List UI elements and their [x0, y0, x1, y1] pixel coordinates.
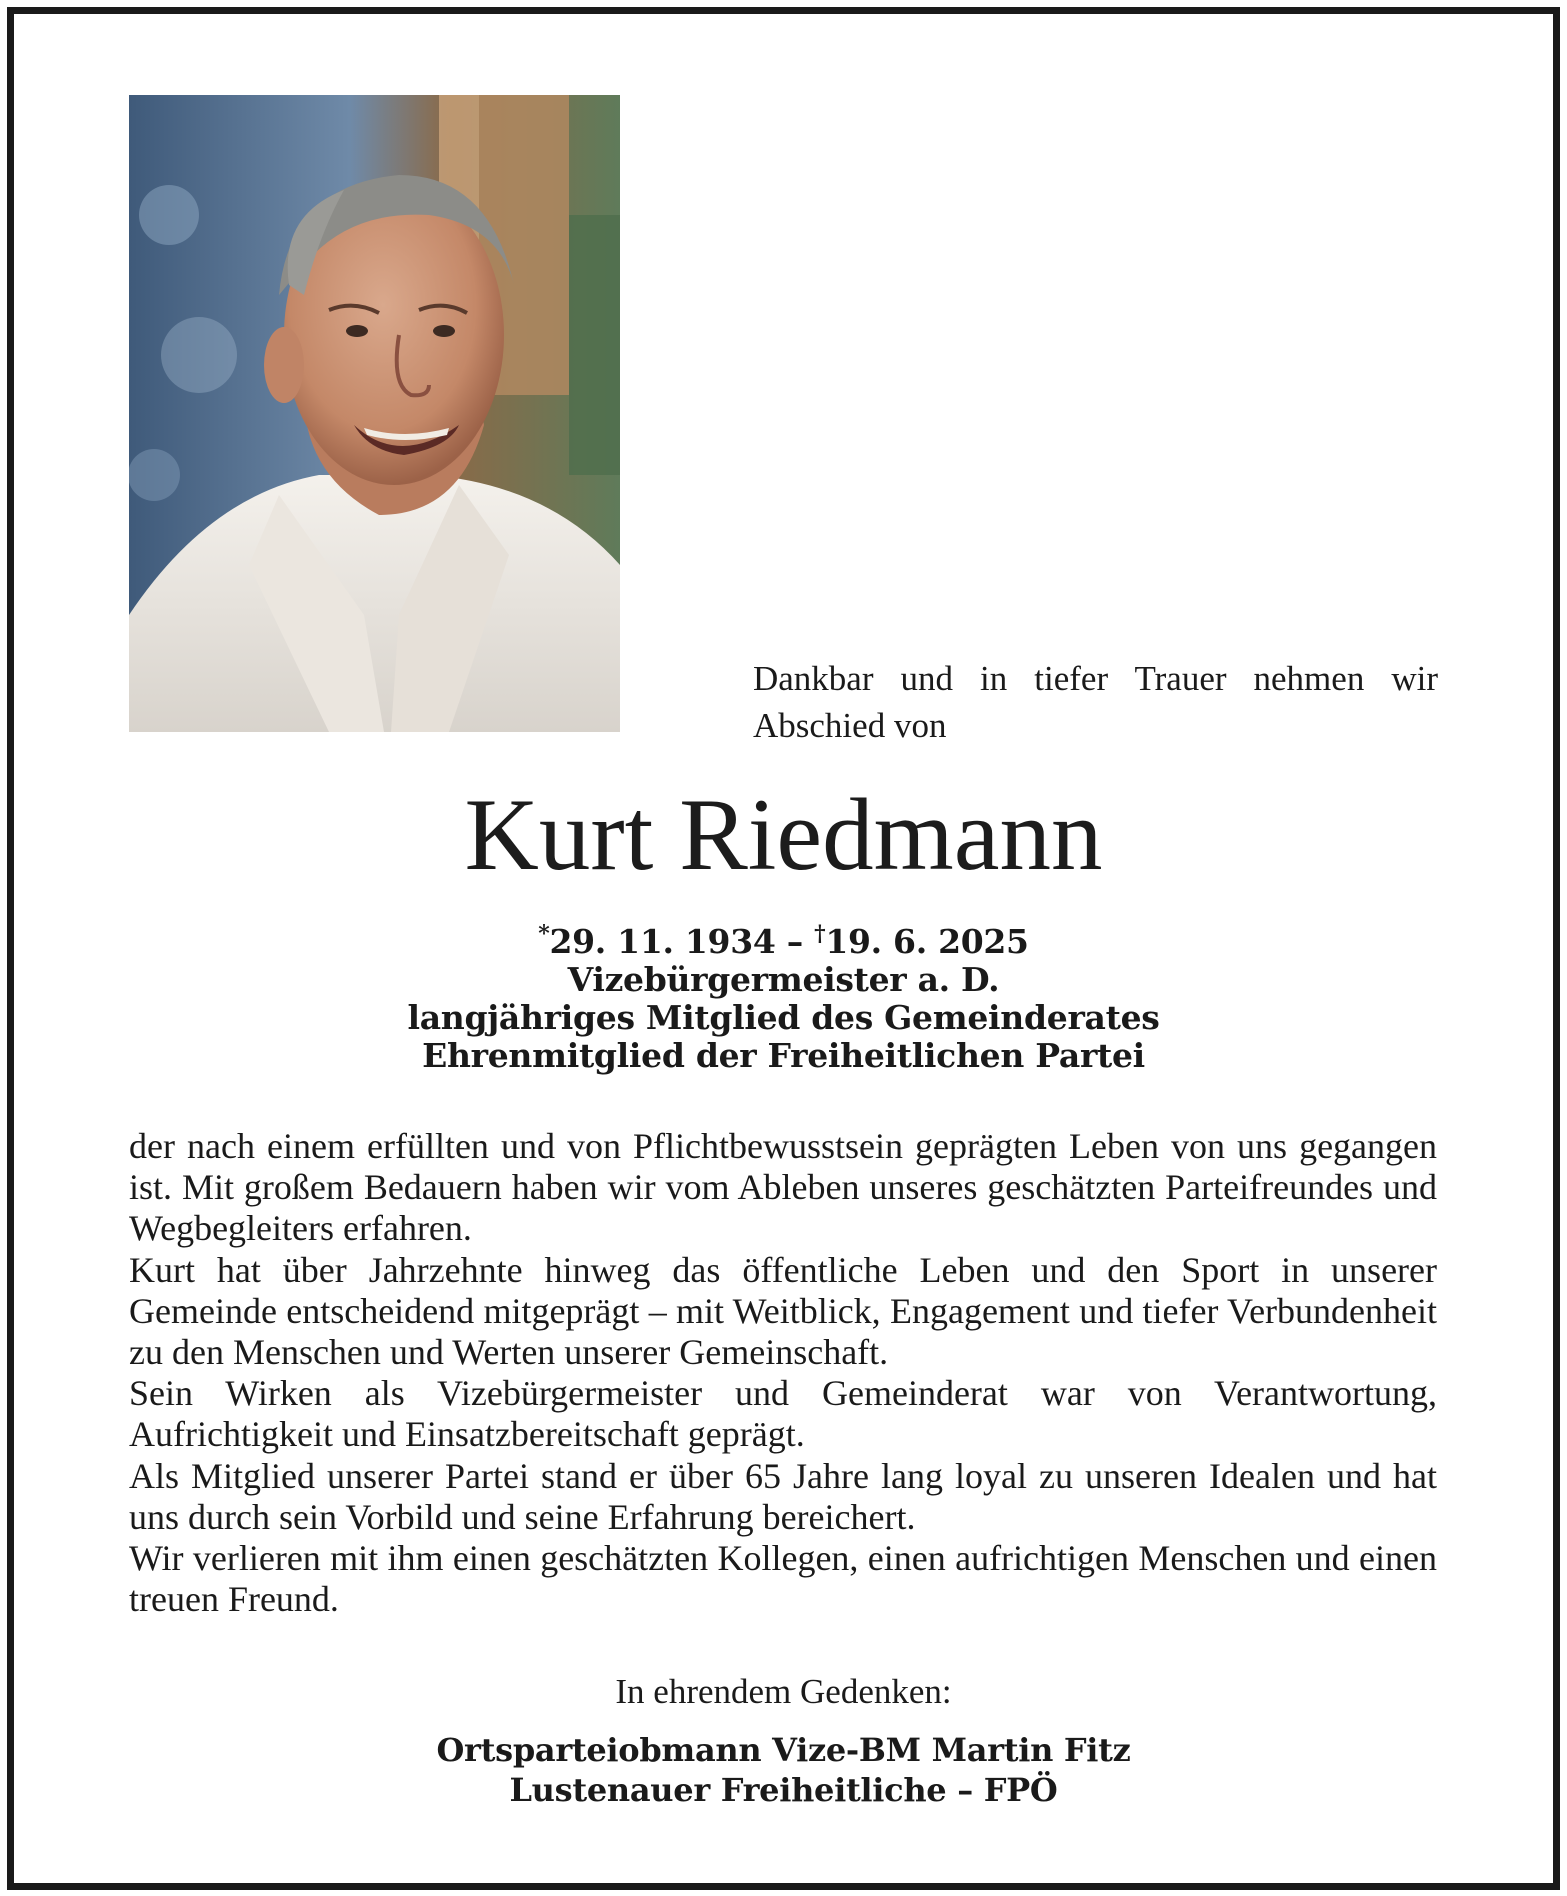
death-symbol: † — [814, 921, 826, 947]
title-line: Ehrenmitglied der Freiheitlichen Partei — [422, 1036, 1145, 1075]
obituary-body — [129, 1126, 1437, 1620]
title-line: Vizebürgermeister a. D. — [567, 960, 1000, 999]
title-line: langjähriges Mitglied des Gemeinderates — [407, 998, 1160, 1037]
signature-line: Lustenauer Freiheitliche – FPÖ — [509, 1771, 1058, 1809]
birth-date: 29. 11. 1934 — [549, 922, 776, 961]
death-date: 19. 6. 2025 — [825, 922, 1029, 961]
birth-symbol: * — [538, 921, 550, 947]
signature-line: Ortsparteiobmann Vize-BM Martin Fitz — [436, 1731, 1131, 1769]
portrait-photo — [129, 95, 620, 732]
body-paragraph: Kurt hat über Jahrzehnte hinweg das öffentliche Leben und den Sport in unserer Gemeinde entscheidend mitgeprägt – mit Weitblick, Engagement und tiefer Verbundenheit zu den Menschen und Werten unserer Gemeinschaft. — [129, 1249, 1437, 1373]
deceased-name: Kurt Riedmann — [464, 778, 1103, 892]
body-paragraph: der nach einem erfüllten und von Pflichtbewusstsein geprägten Leben von uns gegangen ist. Mit großem Bedauern haben wir vom Ableben unseres geschätzten Parteifreundes und Wegbegleiters erfahren. — [129, 1126, 1437, 1249]
body-paragraph: Sein Wirken als Vizebürgermeister und Gemeinderat war von Verantwortung, Aufrichtigkeit und Einsatzbereitschaft geprägt. — [129, 1373, 1437, 1455]
body-paragraph: Wir verlieren mit ihm einen geschätzten Kollegen, einen aufrichtigen Menschen und einen treuen Freund. — [129, 1538, 1437, 1620]
intro-text: Dankbar und in tiefer Trauer nehmen wir Abschied von — [753, 659, 1438, 745]
memorial-line: In ehrendem Gedenken: — [615, 1672, 952, 1711]
signature — [0, 1730, 1567, 1810]
life-dates — [0, 915, 1567, 961]
body-paragraph: Als Mitglied unserer Partei stand er über 65 Jahre lang loyal zu unseren Idealen und hat uns durch sein Vorbild und seine Erfahrung bereichert. — [129, 1455, 1437, 1537]
life-details — [0, 915, 1567, 1075]
date-separator: – — [775, 922, 815, 961]
